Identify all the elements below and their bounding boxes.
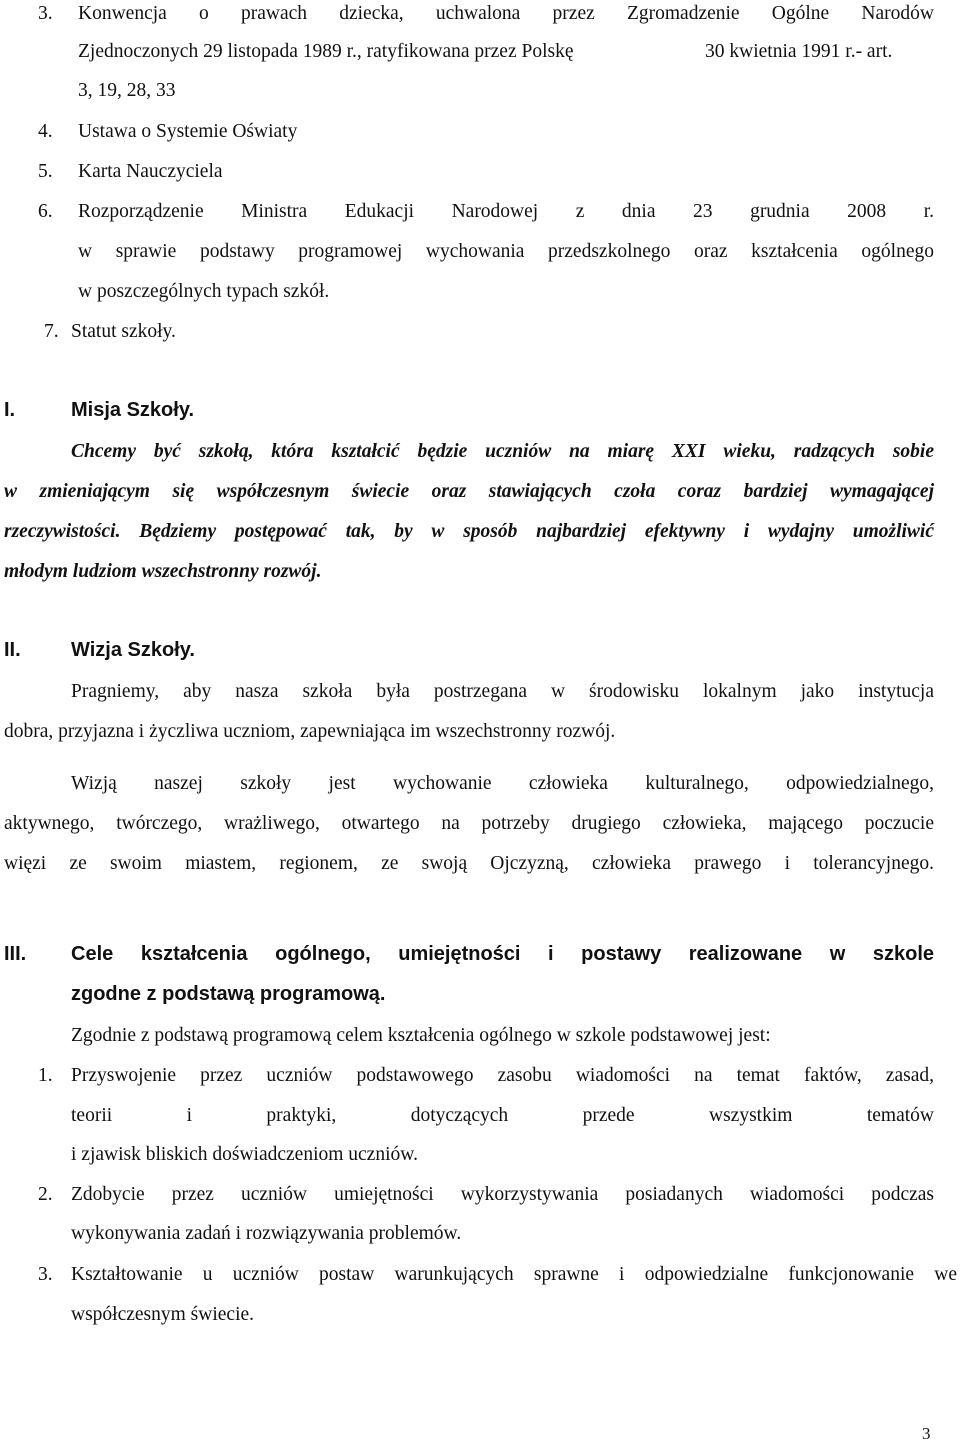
vision-text: aktywnego, twórczego, wrażliwego, otwartego na potrzeby drugiego człowieka, mającego poczucie xyxy=(4,813,934,834)
list-item-text: w sprawie podstawy programowej wychowania przedszkolnego oraz kształcenia ogólnego xyxy=(78,241,934,262)
list-item-text: Rozporządzenie Ministra Edukacji Narodowej z dnia 23 grudnia 2008 r. xyxy=(78,201,934,222)
list-number: 3. xyxy=(38,1264,53,1285)
list-item-text: w poszczególnych typach szkół. xyxy=(78,281,330,302)
list-item-text: 3, 19, 28, 33 xyxy=(78,80,176,101)
section-number: I. xyxy=(4,399,16,421)
list-item-text: i zjawisk bliskich doświadczeniom uczniów. xyxy=(71,1144,418,1165)
list-item-text: Statut szkoły. xyxy=(71,321,176,342)
list-number: 6. xyxy=(38,201,53,222)
vision-text: więzi ze swoim miastem, regionem, ze swoją Ojczyzną, człowieka prawego i tolerancyjnego. xyxy=(4,853,934,874)
list-item-text: wykonywania zadań i rozwiązywania problemów. xyxy=(71,1223,462,1244)
list-item-text: Kształtowanie u uczniów postaw warunkujących sprawne i odpowiedzialne funkcjonowanie we xyxy=(71,1264,957,1285)
list-item-text: Przyswojenie przez uczniów podstawowego zasobu wiadomości na temat faktów, zasad, xyxy=(71,1065,934,1086)
list-number: 1. xyxy=(38,1065,53,1086)
mission-text: Chcemy być szkołą, która kształcić będzie uczniów na miarę XXI wieku, radzących sobie xyxy=(71,441,934,462)
page-number: 3 xyxy=(922,1424,931,1443)
section-intro: Zgodnie z podstawą programową celem kształcenia ogólnego w szkole podstawowej jest: xyxy=(71,1025,771,1046)
mission-text: rzeczywistości. Będziemy postępować tak, by w sposób najbardziej efektywny i wydajny umożliwić xyxy=(4,521,934,542)
list-item-text: Zjednoczonych 29 listopada 1989 r., ratyfikowana przez Polskę xyxy=(78,41,574,62)
vision-text: dobra, przyjazna i życzliwa uczniom, zapewniająca im wszechstronny rozwój. xyxy=(4,721,616,742)
section-number: II. xyxy=(4,639,21,661)
list-item-text: teorii i praktyki, dotyczących przede wszystkim tematów xyxy=(71,1105,934,1126)
list-item-text: 30 kwietnia 1991 r.- art. xyxy=(705,41,893,62)
list-number: 2. xyxy=(38,1184,53,1205)
vision-text: Wizją naszej szkoły jest wychowanie człowieka kulturalnego, odpowiedzialnego, xyxy=(71,773,934,794)
mission-text: młodym ludziom wszechstronny rozwój. xyxy=(4,561,322,582)
section-number: III. xyxy=(4,943,27,965)
list-number: 3. xyxy=(38,3,53,24)
list-item-text: Ustawa o Systemie Oświaty xyxy=(78,121,298,142)
mission-text: w zmieniającym się współczesnym świecie oraz stawiających czoła coraz bardziej wymagającej xyxy=(4,481,934,502)
list-number: 7. xyxy=(44,321,59,342)
vision-text: Pragniemy, aby nasza szkoła była postrzegana w środowisku lokalnym jako instytucja xyxy=(71,681,934,702)
section-title: zgodne z podstawą programową. xyxy=(71,983,386,1005)
section-title: Misja Szkoły. xyxy=(71,399,195,421)
list-item-text: Karta Nauczyciela xyxy=(78,161,223,182)
list-item-text: Konwencja o prawach dziecka, uchwalona przez Zgromadzenie Ogólne Narodów xyxy=(78,3,934,24)
section-title: Wizja Szkoły. xyxy=(71,639,195,661)
list-item-text: współczesnym świecie. xyxy=(71,1304,255,1325)
list-number: 5. xyxy=(38,161,53,182)
section-title: Cele kształcenia ogólnego, umiejętności i postawy realizowane w szkole xyxy=(71,943,934,965)
list-number: 4. xyxy=(38,121,53,142)
list-item-text: Zdobycie przez uczniów umiejętności wykorzystywania posiadanych wiadomości podczas xyxy=(71,1184,934,1205)
